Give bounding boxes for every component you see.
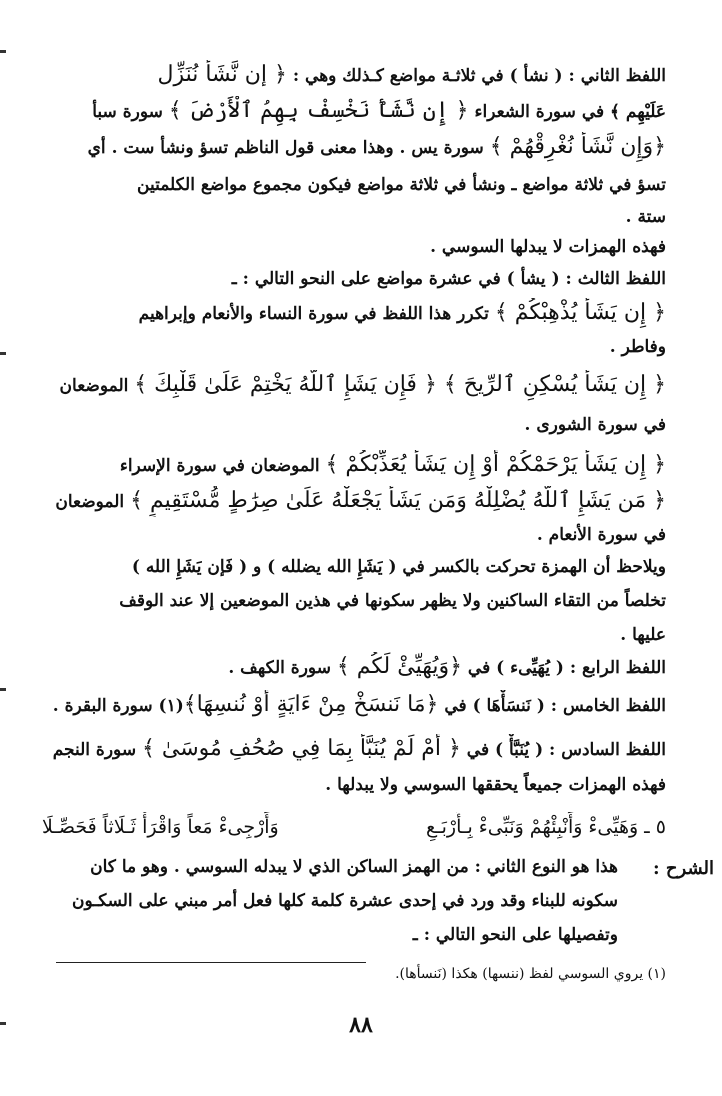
margin-mark <box>0 688 6 691</box>
text-line: اللفظ الرابع : ( يُهَيِّىء ) في ﴿وَيُهَيِّئْ لَكُم ﴾ سورة الكهف . <box>228 654 666 679</box>
sharh-label: الشرح : <box>652 858 714 879</box>
text-line: اللفظ الثاني : ( نشأ ) في ثلاثـة مواضع كـذلك وهي : ﴿ إن نَّشَأْ نُنَزِّل <box>157 62 666 87</box>
text-line: ﴿ إِن يَشَأْ يُذْهِبْكُمْ ﴾ تكرر هذا اللفظ في سورة النساء والأنعام وإبراهيم <box>138 300 666 325</box>
text-line: ويلاحظ أن الهمزة تحركت بالكسر في ( يَشَإِ الله يضلله ) و ( فَإن يَشَإِ الله ) <box>131 557 666 577</box>
text-line: ﴿وَإِن نَّشَأْ نُغْرِقْهُمْ ﴾ سورة يس . وهذا معنى قول الناظم تسؤ ونشأ ست . أي <box>87 134 666 159</box>
text-line: اللفظ السادس : ( يُنَبَّأْ ) في ﴿ أَمْ لَمْ يُنَبَّأْ بِمَا فِي صُحُفِ مُوسَىٰ ﴾ سورة النجم <box>52 736 666 761</box>
margin-mark <box>0 352 6 355</box>
sharh-line: هذا هو النوع الثاني : من الهمز الساكن الذي لا يبدله السوسي . وهو ما كان <box>90 857 618 877</box>
sharh-line: وتفصيلها على النحو التالي : ـ <box>412 925 618 945</box>
text-line: ﴿ إِن يَشَأْ يَرْحَمْكُمْ أَوْ إِن يَشَأْ يُعَذِّبْكُمْ ﴾ الموضعان في سورة الإسراء <box>119 452 666 477</box>
text-line: عليها . <box>620 625 666 645</box>
text-line: فهذه الهمزات لا يبدلها السوسي . <box>430 237 666 257</box>
text-line: في سورة الشورى . <box>524 415 666 435</box>
margin-mark <box>0 50 6 53</box>
page-number: ٨٨ <box>349 1012 373 1038</box>
text-line: وفاطر . <box>609 337 666 357</box>
text-line: في سورة الأنعام . <box>536 525 666 545</box>
text-line: فهذه الهمزات جميعاً يحققها السوسي ولا يبدلها . <box>325 775 666 795</box>
footnote: (١) يروي السوسي لفظ (ننسها) هكذا (نَنسأها). <box>395 966 666 982</box>
sharh-line: سكونه للبناء وقد ورد في إحدى عشرة كلمة كلها فعل أمر مبني على السكـون <box>71 891 618 911</box>
text-line: اللفظ الخامس : ( نَنسَأْهَا ) في ﴿مَا نَنسَخْ مِنْ ءَايَةٍ أَوْ نُنسِهَا﴾(١) سورة البقرة . <box>52 692 666 717</box>
footnote-rule <box>56 962 366 963</box>
text-line: تسؤ في ثلاثة مواضع ـ ونشأ في ثلاثة مواضع فيكون مجموع مواضع الكلمتين <box>137 175 666 195</box>
text-line: عَلَيْهِم ﴾ في سورة الشعراء ﴿ إِن نَّشَأْ نَخْسِفْ بِهِمُ ٱلْأَرْضَ ﴾ سورة سبأ <box>92 98 666 123</box>
text-line: ﴿ إِن يَشَأْ يُسْكِنِ ٱلرِّيحَ ﴾ ﴿ فَإِن يَشَإِ ٱللَّهُ يَخْتِمْ عَلَىٰ قَلْبِكَ ﴾ الموضعان <box>59 372 666 397</box>
poem-hemistich-left: وَأَرْجِىءْ مَعاً وَاقْرَأْ ثَـلَاثاً فَحَصِّـلَا <box>42 816 279 838</box>
text-line: تخلصاً من التقاء الساكنين ولا يظهر سكونها في هذين الموضعين إلا عند الوقف <box>119 591 666 611</box>
text-line: ستة . <box>625 207 666 227</box>
text-line: ﴿ مَن يَشَإِ ٱللَّهُ يُضْلِلْهُ وَمَن يَشَأْ يَجْعَلْهُ عَلَىٰ صِرَٰطٍ مُّسْتَقِيمٍ ﴾ الموضعان <box>55 488 666 513</box>
text-line: اللفظ الثالث : ( يشأ ) في عشرة مواضع على النحو التالي : ـ <box>231 269 666 289</box>
poem-hemistich-right: ٥ ـ وَهَيِّىءْ وَأَنْبِئْهُمْ وَنَبِّىءْ بِـأَرْبَـعِ <box>425 816 666 838</box>
